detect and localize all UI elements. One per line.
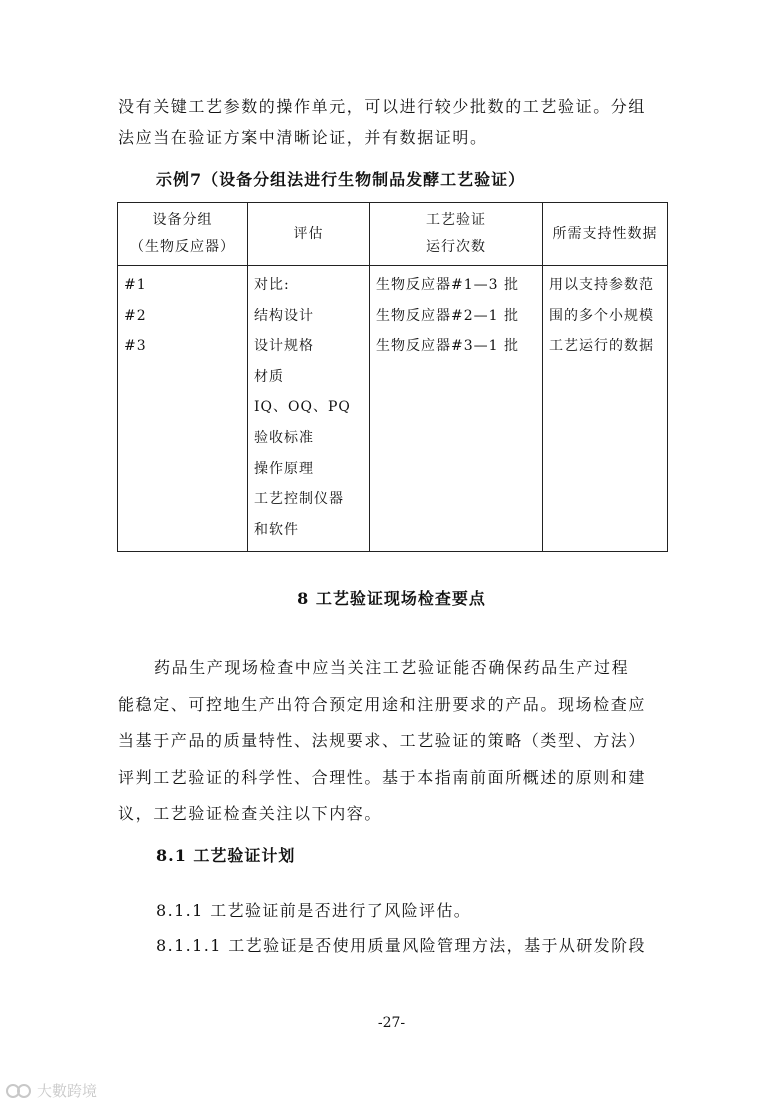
watermark <box>6 1080 97 1101</box>
section-line: 能稳定、可控地生产出符合预定用途和注册要求的产品。现场检查应 <box>118 694 647 714</box>
section-line: 药品生产现场检查中应当关注工艺验证能否确保药品生产过程 <box>154 658 630 677</box>
section-line: 当基于产品的质量特性、法规要求、工艺验证的策略（类型、方法） <box>118 731 647 750</box>
section-title: 8 工艺验证现场检查要点 <box>297 589 486 608</box>
subsection-title: 8.1 工艺验证计划 <box>156 846 296 865</box>
section-paragraph <box>118 650 666 833</box>
checklist-item: 8.1.1.1 工艺验证是否使用质量风险管理方法，基于从研发阶段 <box>156 936 646 955</box>
equipment-grouping-table <box>117 202 668 552</box>
intro-paragraph <box>118 91 666 153</box>
cell-bioreactor-ids: #1 #2 #3 <box>118 266 248 552</box>
table-row <box>118 266 668 552</box>
cell-supporting-data: 用以支持参数范 围的多个小规模 工艺运行的数据 <box>543 266 668 552</box>
section-line: 评判工艺验证的科学性、合理性。基于本指南前面所概述的原则和建 <box>118 767 647 787</box>
header-supporting-data: 所需支持性数据 <box>543 203 668 266</box>
intro-line: 没有关键工艺参数的操作单元，可以进行较少批数的工艺验证。分组 <box>118 97 647 116</box>
watermark-text: 大數跨境 <box>37 1082 98 1100</box>
intro-line: 法应当在验证方案中清晰论证，并有数据证明。 <box>118 128 488 147</box>
table-header-row <box>118 203 668 266</box>
watermark-logo-icon <box>6 1082 34 1100</box>
section-line: 议，工艺验证检查关注以下内容。 <box>118 804 383 823</box>
cell-assessment-items: 对比: 结构设计 设计规格 材质 IQ、OQ、PQ 验收标准 操作原理 工艺控制仪器 和软件 <box>248 266 370 552</box>
header-validation-runs: 工艺验证 运行次数 <box>370 203 543 266</box>
cell-run-counts: 生物反应器#1—3 批 生物反应器#2—1 批 生物反应器#3—1 批 <box>370 266 543 552</box>
header-equipment-group: 设备分组 （生物反应器） <box>118 203 248 266</box>
table-caption: 示例7（设备分组法进行生物制品发酵工艺验证） <box>156 170 526 189</box>
page-number: -27- <box>377 1015 406 1031</box>
header-assessment: 评估 <box>248 203 370 266</box>
checklist-item: 8.1.1 工艺验证前是否进行了风险评估。 <box>156 901 472 920</box>
